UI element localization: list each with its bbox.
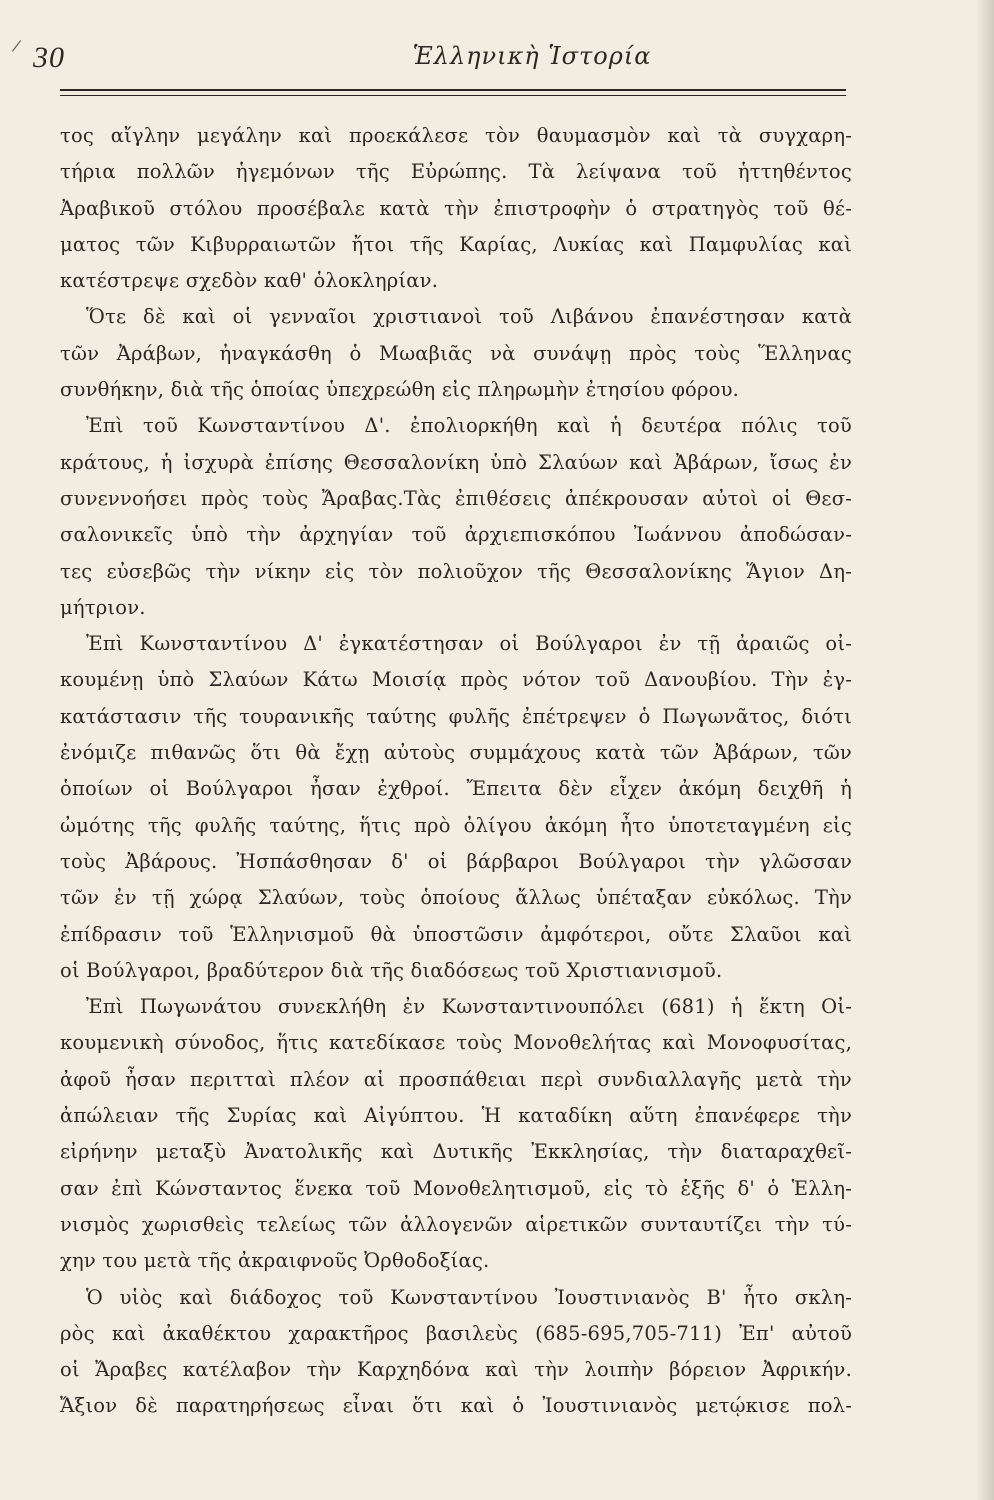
text-line: τες εὐσεβῶς τὴν νίκην εἰς τὸν πολιοῦχον τῆς Θεσσαλονίκης Ἅγιον Δη- (60, 559, 852, 583)
text-line: κουμενικὴ σύνοδος, ἥτις κατεδίκασε τοὺς Μονοθελήτας καὶ Μονοφυσίτας, (60, 1031, 852, 1055)
text-line: ὠμότης τῆς φυλῆς ταύτης, ἥτις πρὸ ὀλίγου ἀκόμη ἦτο ὑποτεταγμένη εἰς (60, 813, 852, 837)
text-line: τῶν ἐν τῇ χώρᾳ Σλαύων, τοὺς ὁποίους ἄλλως ὑπέταξαν εὐκόλως. Τὴν (60, 886, 852, 910)
header-rule-thin (60, 95, 846, 96)
text-line: τος αἴγλην μεγάλην καὶ προεκάλεσε τὸν θαυμασμὸν καὶ τὰ συγχαρη- (60, 124, 852, 147)
text-line: μήτριον. (60, 595, 146, 619)
header-rule (60, 89, 846, 91)
text-line: σαλονικεῖς ὑπὸ τὴν ἀρχηγίαν τοῦ ἀρχιεπισκόπου Ἰωάννου ἀποδώσαν- (60, 523, 852, 547)
text-line: ἐπίδρασιν τοῦ Ἑλληνισμοῦ θὰ ὑποστῶσιν ἀμφότεροι, οὔτε Σλαῦοι καὶ (60, 922, 852, 946)
text-line: ματος τῶν Κιβυρραιωτῶν ἤτοι τῆς Καρίας, Λυκίας καὶ Παμφυλίας καὶ (60, 232, 852, 256)
text-line: οἱ Βούλγαροι, βραδύτερον διὰ τῆς διαδόσεως τοῦ Χριστιανισμοῦ. (60, 958, 723, 982)
text-line: ἐνόμιζε πιθανῶς ὅτι θὰ ἔχῃ αὐτοὺς συμμάχους κατὰ τῶν Ἀβάρων, τῶν (60, 741, 852, 765)
text-line: συνεννοήσει πρὸς τοὺς Ἄραβας.Τὰς ἐπιθέσεις ἀπέκρουσαν αὐτοὶ οἱ Θεσ- (60, 486, 852, 510)
page-header (0, 35, 994, 82)
text-line: Ἐπὶ Πωγωνάτου συνεκλήθη ἐν Κωνσταντινουπόλει (681) ἡ ἕκτη Οἰ- (86, 995, 852, 1019)
text-line: χην του μετὰ τῆς ἀκραιφνοῦς Ὀρθοδοξίας. (60, 1249, 490, 1273)
text-line: ὁποίων οἱ Βούλγαροι ἦσαν ἐχθροί. Ἔπειτα δὲν εἶχεν ἀκόμη δειχθῆ ἡ (60, 777, 852, 801)
page-edge-shadow (976, 0, 994, 1500)
text-line: κατέστρεψε σχεδὸν καθ' ὁλοκληρίαν. (60, 269, 439, 293)
text-line: κράτους, ἡ ἰσχυρὰ ἐπίσης Θεσσαλονίκη ὑπὸ Σλαύων καὶ Ἀβάρων, ἴσως ἐν (60, 450, 852, 474)
text-line: κατάστασιν τῆς τουρανικῆς ταύτης φυλῆς ἐπέτρεψεν ὁ Πωγωνᾶτος, διότι (60, 704, 852, 728)
text-line: συνθήκην, διὰ τῆς ὁποίας ὑπεχρεώθη εἰς πληρωμὴν ἐτησίου φόρου. (60, 378, 740, 402)
text-line: Ἐπὶ Κωνσταντίνου Δ' ἐγκατέστησαν οἱ Βούλγαροι ἐν τῇ ἀραιῶς οἰ- (86, 632, 852, 656)
text-line: τήρια πολλῶν ἡγεμόνων τῆς Εὐρώπης. Τὰ λείψανα τοῦ ἡττηθέντος (60, 160, 852, 184)
text-line: οἱ Ἄραβες κατέλαβον τὴν Καρχηδόνα καὶ τὴν λοιπὴν βόρειον Ἀφρικήν. (60, 1358, 852, 1382)
text-line: ρὸς καὶ ἀκαθέκτου χαρακτῆρος βασιλεὺς (685-695,705-711) Ἐπ' αὐτοῦ (60, 1321, 852, 1345)
text-line: ἀπώλειαν τῆς Συρίας καὶ Αἰγύπτου. Ἡ καταδίκη αὕτη ἐπανέφερε τὴν (60, 1104, 852, 1128)
text-line: Ἐπὶ τοῦ Κωνσταντίνου Δ'. ἐπολιορκήθη καὶ ἡ δευτέρα πόλις τοῦ (86, 414, 852, 438)
text-line: ἀφοῦ ἦσαν περιτταὶ πλέον αἱ προσπάθειαι περὶ συνδιαλλαγῆς μετὰ τὴν (60, 1067, 852, 1091)
body-text (60, 118, 852, 1425)
text-line: τῶν Ἀράβων, ἠναγκάσθη ὁ Μωαβιᾶς νὰ συνάψῃ πρὸς τοὺς Ἕλληνας (60, 341, 852, 365)
text-line: τοὺς Ἀβάρους. Ἠσπάσθησαν δ' οἱ βάρβαροι Βούλγαροι τὴν γλῶσσαν (60, 849, 852, 873)
text-line: σαν ἐπὶ Κώνσταντος ἕνεκα τοῦ Μονοθελητισμοῦ, εἰς τὸ ἑξῆς δ' ὁ Ἑλλη- (60, 1176, 852, 1200)
text-line: κουμένῃ ὑπὸ Σλαύων Κάτω Μοισίᾳ πρὸς νότον τοῦ Δανουβίου. Τὴν ἐγ- (60, 668, 852, 692)
text-line: Ὁ υἱὸς καὶ διάδοχος τοῦ Κωνσταντίνου Ἰουστινιανὸς Β' ἦτο σκλη- (86, 1285, 852, 1309)
text-line: Ἀραβικοῦ στόλου προσέβαλε κατὰ τὴν ἐπιστροφὴν ὁ στρατηγὸς τοῦ θέ- (60, 196, 852, 220)
text-line: εἰρήνην μεταξὺ Ἀνατολικῆς καὶ Δυτικῆς Ἐκκλησίας, τὴν διαταραχθεῖ- (60, 1140, 852, 1164)
text-line: Ὅτε δὲ καὶ οἱ γενναῖοι χριστιανοὶ τοῦ Λιβάνου ἐπανέστησαν κατὰ (86, 305, 852, 329)
running-title: Ἑλληνικὴ Ἱστορία (412, 42, 652, 70)
text-line: Ἄξιον δὲ παρατηρήσεως εἶναι ὅτι καὶ ὁ Ἰουστινιανὸς μετῴκισε πολ- (60, 1394, 852, 1418)
pencil-mark-icon: / (10, 35, 23, 56)
text-line: νισμὸς χωρισθεὶς τελείως τῶν ἀλλογενῶν αἱρετικῶν συνταυτίζει τὴν τύ- (60, 1212, 852, 1236)
page-number: 30 (33, 41, 65, 74)
